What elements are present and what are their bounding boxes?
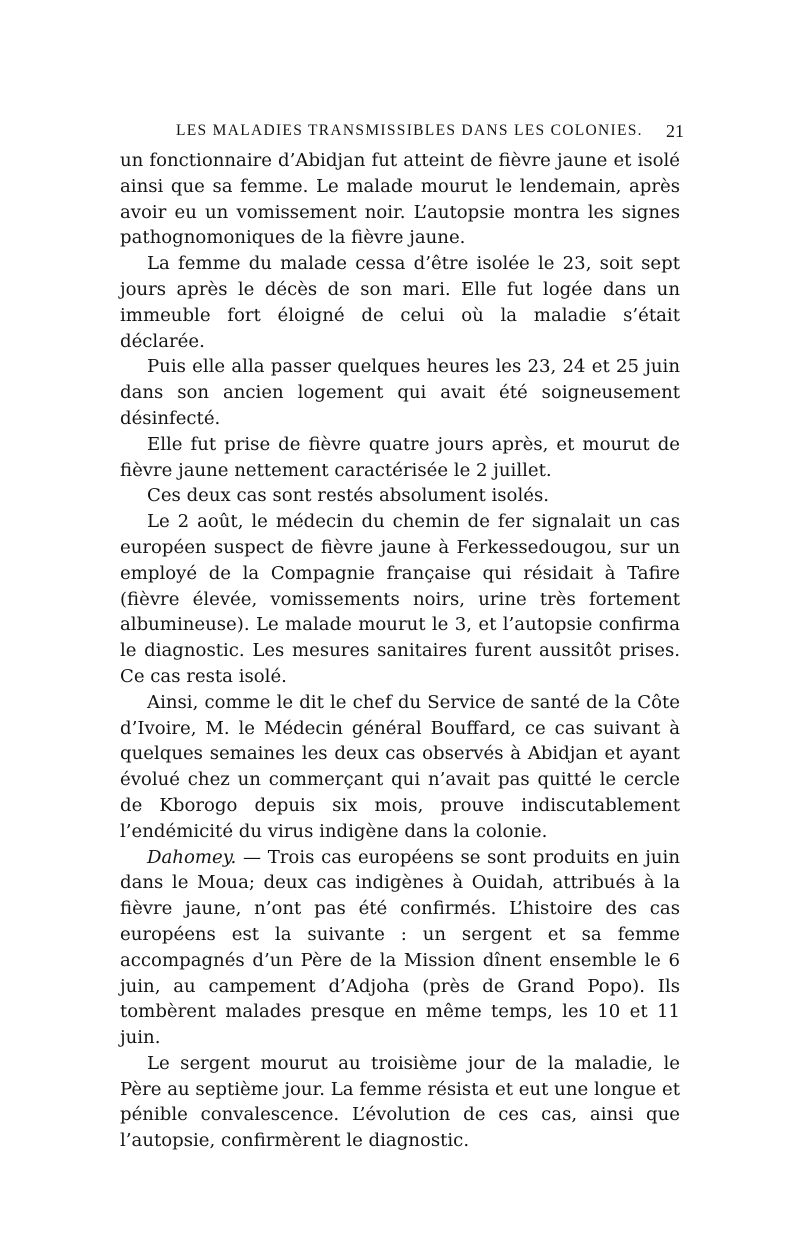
section-heading-dahomey: Dahomey.	[147, 846, 237, 868]
paragraph-dahomey-text: — Trois cas européens se sont produits en juin dans le Moua; deux cas indigènes à Ouidah, attribués à la fièvre jaune, n’ont pas été confirmés. L’histoire des cas européens est la suivante : un sergent et sa femme accompagnés d’un Père de la Mission dînent ensemble le 6 juin, au campement d’Adjoha (près de Grand Popo). Ils tombèrent malades presque en même temps, les 10 et 11 juin.	[120, 846, 680, 1049]
paragraph: Ces deux cas sont restés absolument isolés.	[147, 485, 549, 507]
paragraph: Puis elle alla passer quelques heures les 23, 24 et 25 juin dans son ancien logement qui avait été soigneusement désinfecté.	[120, 356, 680, 429]
page-number: 21	[666, 121, 684, 141]
paragraph: Le 2 août, le médecin du chemin de fer signalait un cas européen suspect de fièvre jaune à Ferkessedougou, sur un employé de la Compagnie française qui résidait à Tafire (fièvre élevée, vomissements noirs, urine très fortement albumineuse). Le malade mourut le 3, et l’autopsie confirma le diagnostic. Les mesures sanitaires furent aussitôt prises. Ce cas resta isolé.	[120, 511, 680, 687]
paragraph: Ainsi, comme le dit le chef du Service de santé de la Côte d’Ivoire, M. le Médecin général Bouffard, ce cas suivant à quelques semaines les deux cas observés à Abidjan et ayant évolué chez un commerçant qui n’avait pas quitté le cercle de Kborogo depuis six mois, prouve indiscutablement l’endémicité du virus indigène dans la colonie.	[120, 691, 680, 842]
body-text	[120, 148, 680, 1154]
paragraph-dahomey	[120, 845, 680, 1051]
book-page	[120, 118, 684, 1154]
paragraph: Elle fut prise de fièvre quatre jours après, et mourut de fièvre jaune nettement caractérisée le 2 juillet.	[120, 433, 680, 481]
running-head-title: LES MALADIES TRANSMISSIBLES DANS LES COLONIES.	[176, 122, 643, 139]
running-head	[120, 118, 684, 148]
paragraph: La femme du malade cessa d’être isolée le 23, soit sept jours après le décès de son mari. Elle fut logée dans un immeuble fort éloigné de celui où la maladie s’était déclarée.	[120, 253, 680, 352]
paragraph: Le sergent mourut au troisième jour de la maladie, le Père au septième jour. La femme résista et eut une longue et pénible convalescence. L’évolution de ces cas, ainsi que l’autopsie, confirmèrent le diagnostic.	[120, 1052, 680, 1152]
paragraph-continuation: un fonctionnaire d’Abidjan fut atteint de fièvre jaune et isolé ainsi que sa femme. Le malade mourut le lendemain, après avoir eu un vomissement noir. L’autopsie montra les signes pathognomoniques de la fièvre jaune.	[120, 150, 680, 249]
